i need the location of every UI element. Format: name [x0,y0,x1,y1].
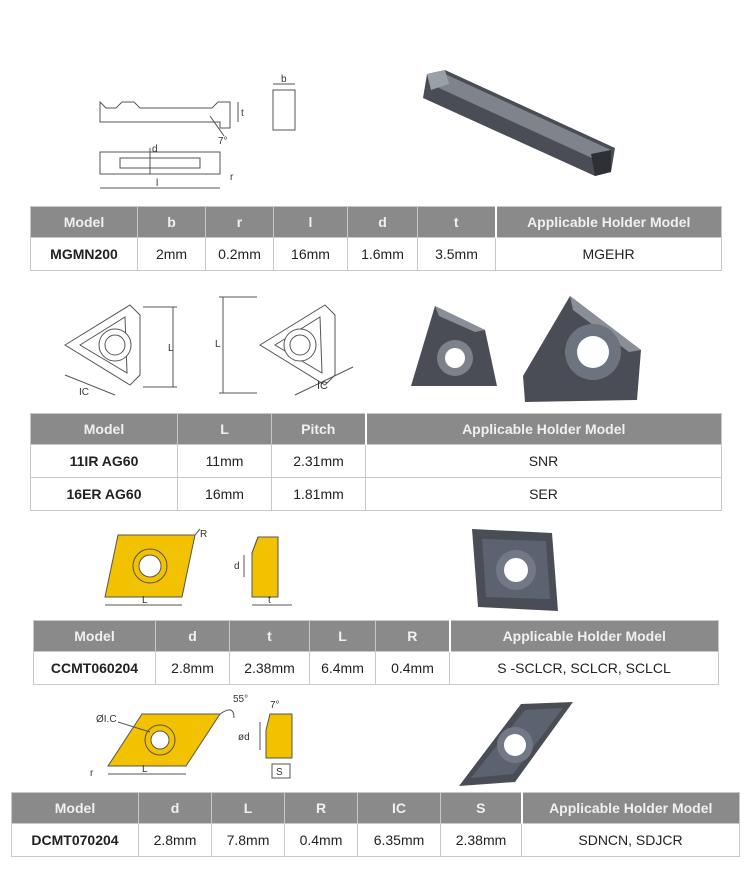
header-t: t [418,207,496,238]
label-angle7: 7° [270,700,280,711]
mgmn-spec-table [30,206,722,271]
dcmt-insert-photo [455,700,577,790]
label-d: d [152,144,158,155]
header-l: l [274,207,348,238]
header-model: Model [12,793,139,824]
cell-pitch: 2.31mm [272,445,366,478]
cell-d: 2.8mm [139,824,212,857]
label-ic: ØI.C [96,714,117,725]
header-model: Model [34,621,156,652]
mgmn-insert-photo [415,68,620,180]
label-b: b [281,74,287,85]
cell-s: 2.38mm [441,824,522,857]
label-l: L [142,595,148,606]
cell-r: 0.4mm [376,652,450,685]
header-s: S [441,793,522,824]
cell-model: CCMT060204 [34,652,156,685]
header-model: Model [31,207,138,238]
cell-d: 2.8mm [156,652,230,685]
header-ic: IC [358,793,441,824]
ccmt-spec-table [33,620,719,685]
cell-r: 0.2mm [206,238,274,271]
label-t: t [268,595,271,606]
header-holder: Applicable Holder Model [450,621,719,652]
cell-holder: SNR [366,445,722,478]
cell-holder: SDNCN, SDJCR [522,824,740,857]
cell-ic: 6.35mm [358,824,441,857]
table-header-row [31,414,722,445]
table-row [34,652,719,685]
dcmt-dimension-drawing [88,688,308,784]
cell-t: 3.5mm [418,238,496,271]
header-l: L [310,621,376,652]
table-row [31,445,722,478]
cell-holder: S -SCLCR, SCLCR, SCLCL [450,652,719,685]
cell-l: 6.4mm [310,652,376,685]
header-pitch: Pitch [272,414,366,445]
cell-pitch: 1.81mm [272,478,366,511]
header-model: Model [31,414,178,445]
label-d: d [234,561,240,572]
header-holder: Applicable Holder Model [366,414,722,445]
label-r: r [90,768,94,779]
header-r: r [206,207,274,238]
label-l1: L [168,343,174,354]
header-l: L [212,793,285,824]
label-angle: 7° [218,136,228,147]
label-s: S [276,767,283,778]
label-r: r [230,172,234,183]
cell-model: DCMT070204 [12,824,139,857]
label-t: t [241,108,244,119]
table-row [12,824,740,857]
cell-d: 1.6mm [348,238,418,271]
cell-l: 16mm [274,238,348,271]
cell-holder: SER [366,478,722,511]
label-d: ød [238,732,250,743]
header-l: L [178,414,272,445]
cell-model: 16ER AG60 [31,478,178,511]
table-header-row [12,793,740,824]
header-d: d [156,621,230,652]
header-d: d [139,793,212,824]
label-r: R [200,529,208,540]
label-l: L [142,764,148,775]
mgmn-dimension-drawing [90,70,320,200]
cell-t: 2.38mm [230,652,310,685]
label-ic1: IC [79,387,89,398]
header-d: d [348,207,418,238]
cell-l: 11mm [178,445,272,478]
cell-l: 7.8mm [212,824,285,857]
cell-holder: MGEHR [496,238,722,271]
header-b: b [138,207,206,238]
label-angle55: 55° [233,694,249,705]
header-t: t [230,621,310,652]
threading-insert-photos [405,290,645,405]
header-r: R [285,793,358,824]
cell-l: 16mm [178,478,272,511]
ccmt-dimension-drawing [100,525,305,615]
cell-model: MGMN200 [31,238,138,271]
threading-spec-table [30,413,722,511]
cell-model: 11IR AG60 [31,445,178,478]
header-r: R [376,621,450,652]
dcmt-spec-table [11,792,740,857]
label-l2: L [215,339,221,350]
table-row [31,478,722,511]
table-header-row [31,207,722,238]
label-ic2: IC [317,380,328,392]
threading-dimension-drawing [55,295,365,405]
cell-b: 2mm [138,238,206,271]
table-header-row [34,621,719,652]
cell-r: 0.4mm [285,824,358,857]
header-holder: Applicable Holder Model [496,207,722,238]
label-l: l [156,178,159,189]
ccmt-insert-photo [468,525,564,615]
table-row [31,238,722,271]
header-holder: Applicable Holder Model [522,793,740,824]
